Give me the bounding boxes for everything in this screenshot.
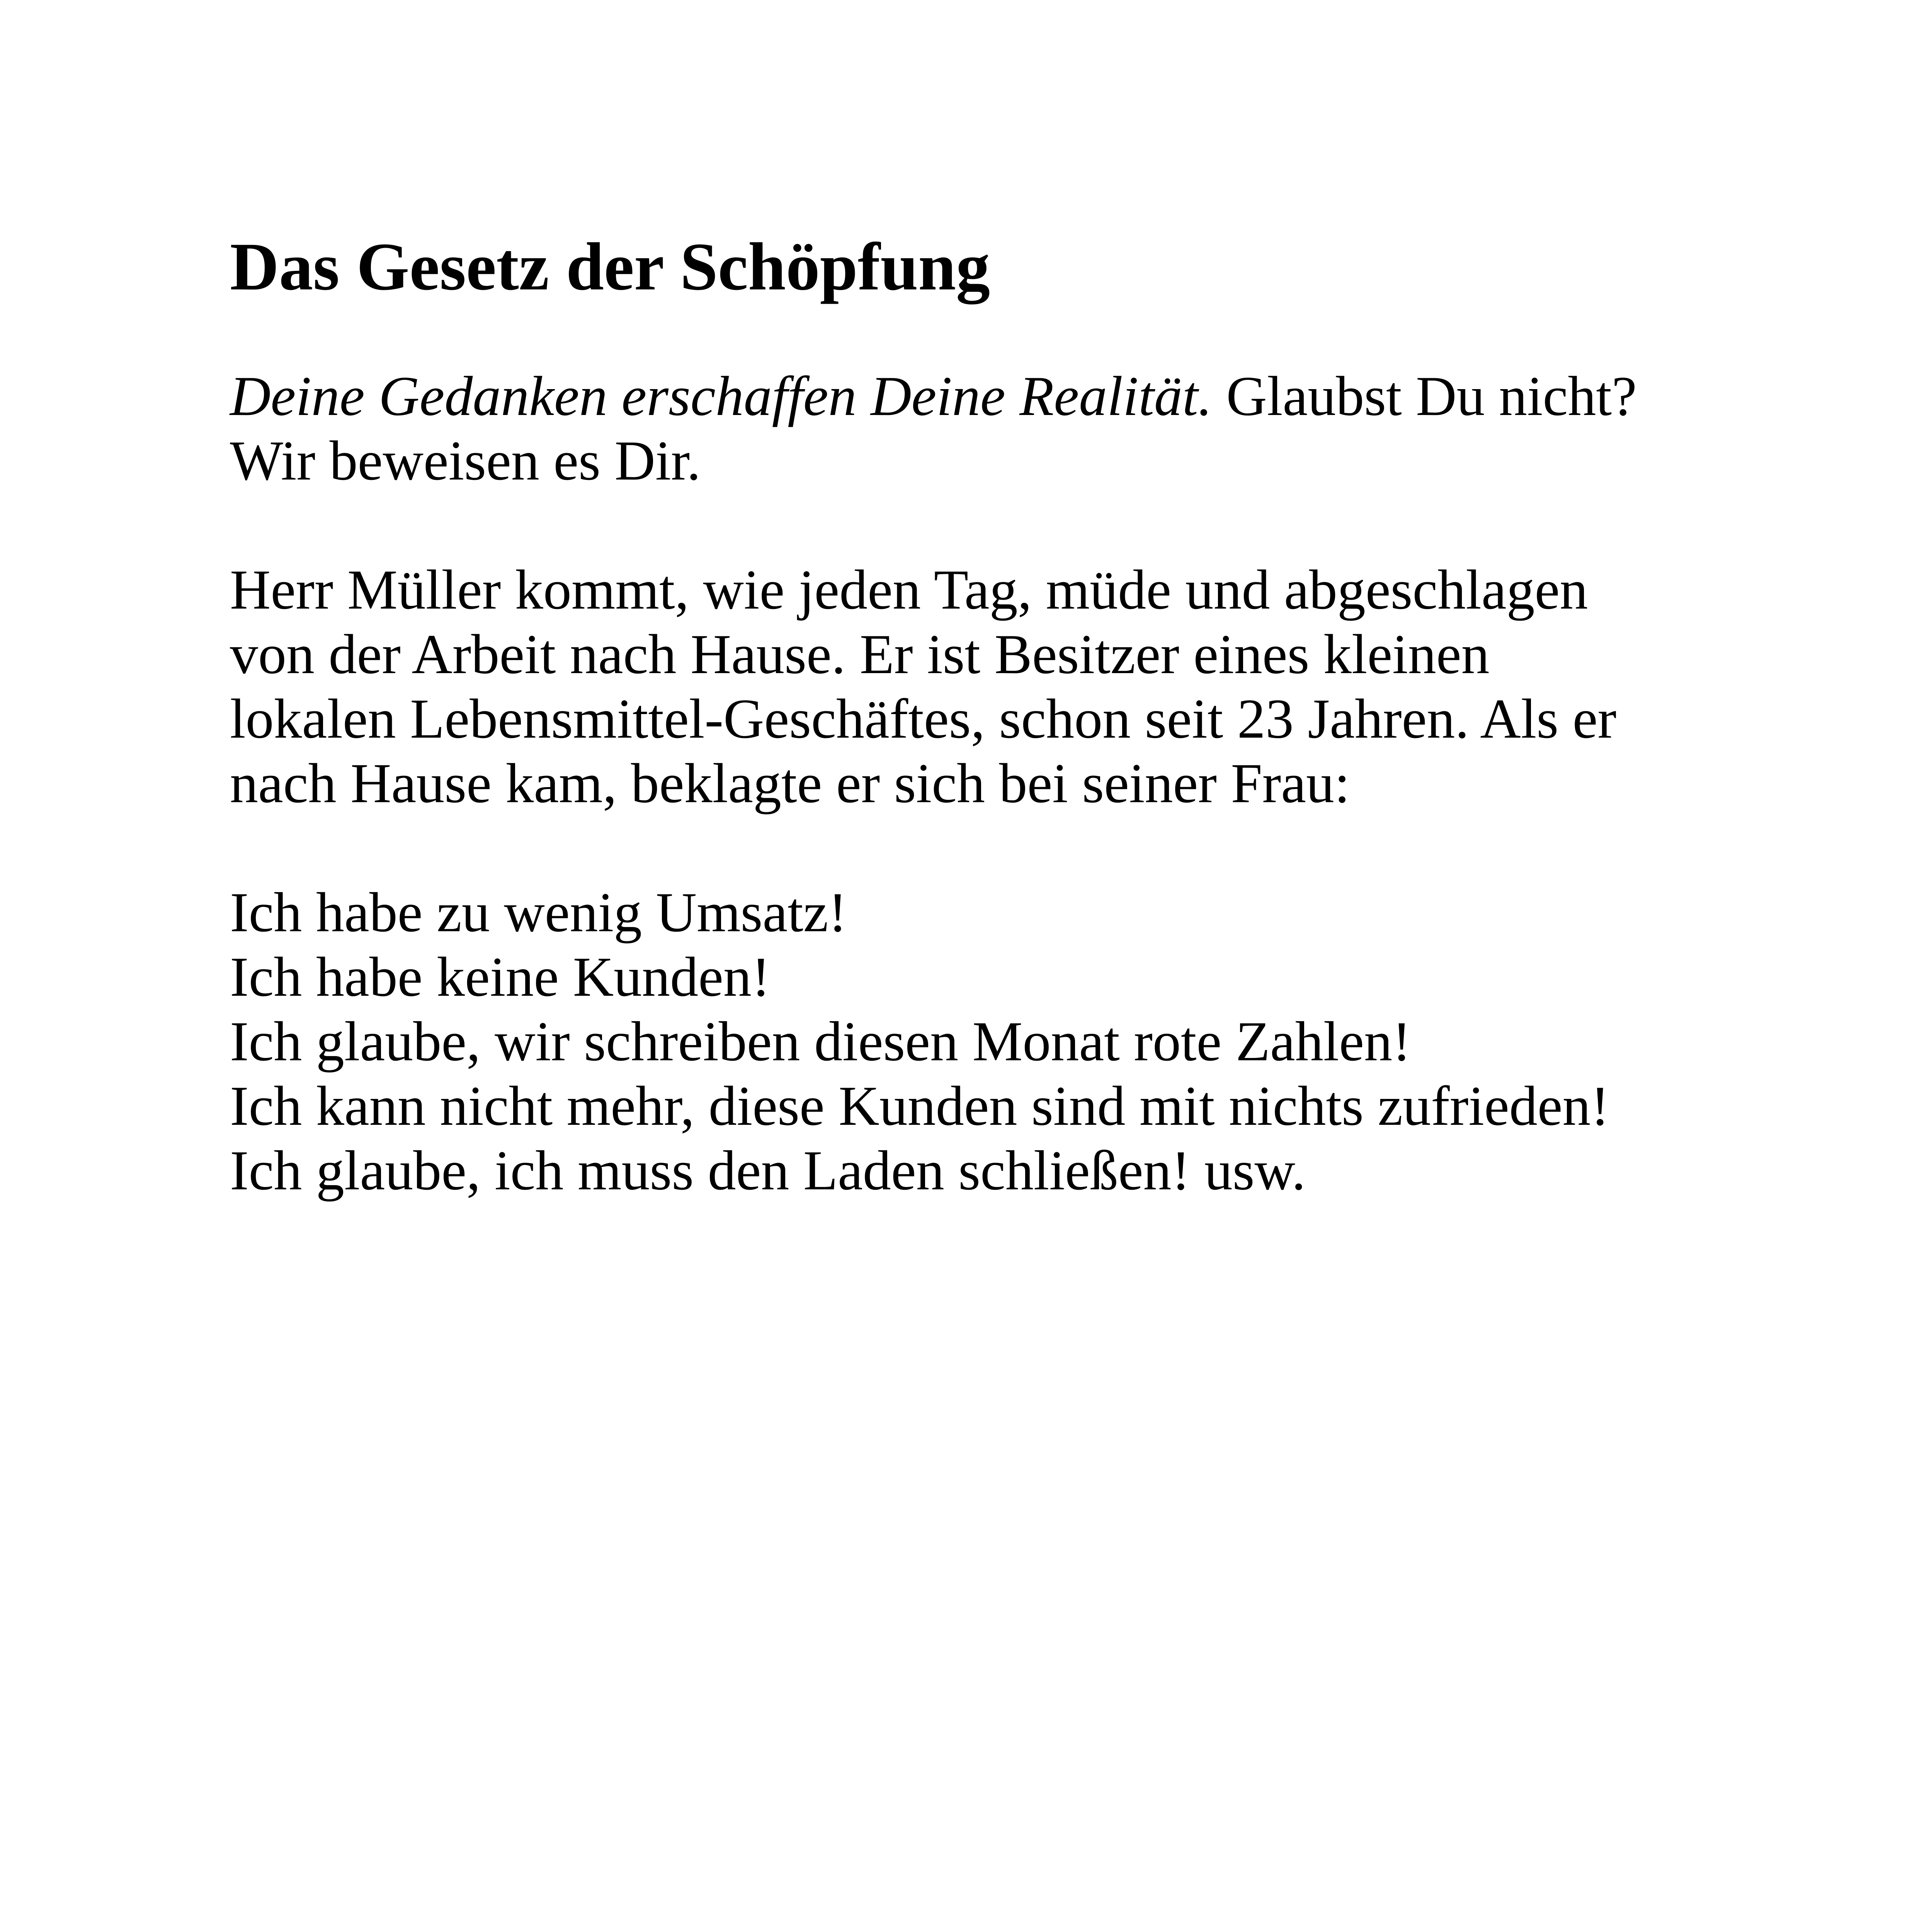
complaint-line: Ich glaube, wir schreiben diesen Monat rote Zahlen! [230,1010,1411,1073]
intro-line-2: Wir beweisen es Dir. [230,429,701,492]
complaints-list [230,880,1737,1203]
complaint-line: Ich kann nicht mehr, diese Kunden sind mit nichts zufrieden! [230,1075,1610,1138]
intro-line-1 [230,364,1737,429]
story-line: lokalen Lebensmittel-Geschäftes, schon seit 23 Jahren. Als er [230,687,1617,750]
page-title: Das Gesetz der Schöpfung [230,229,990,304]
intro-line-1-rest: Glaubst Du nicht? [1226,365,1637,428]
story-line: von der Arbeit nach Hause. Er ist Besitzer eines kleinen [230,623,1490,686]
intro-paragraph [230,364,1737,493]
complaint-line: Ich glaube, ich muss den Laden schließen! usw. [230,1139,1306,1202]
intro-italic-lead: Deine Gedanken erschaffen Deine Realität. [230,365,1212,428]
story-line: Herr Müller kommt, wie jeden Tag, müde und abgeschlagen [230,558,1588,621]
page-content [230,228,1737,1267]
complaint-line: Ich habe keine Kunden! [230,946,771,1009]
story-paragraph [230,558,1737,816]
story-line: nach Hause kam, beklagte er sich bei seiner Frau: [230,752,1350,815]
complaint-line: Ich habe zu wenig Umsatz! [230,881,847,944]
